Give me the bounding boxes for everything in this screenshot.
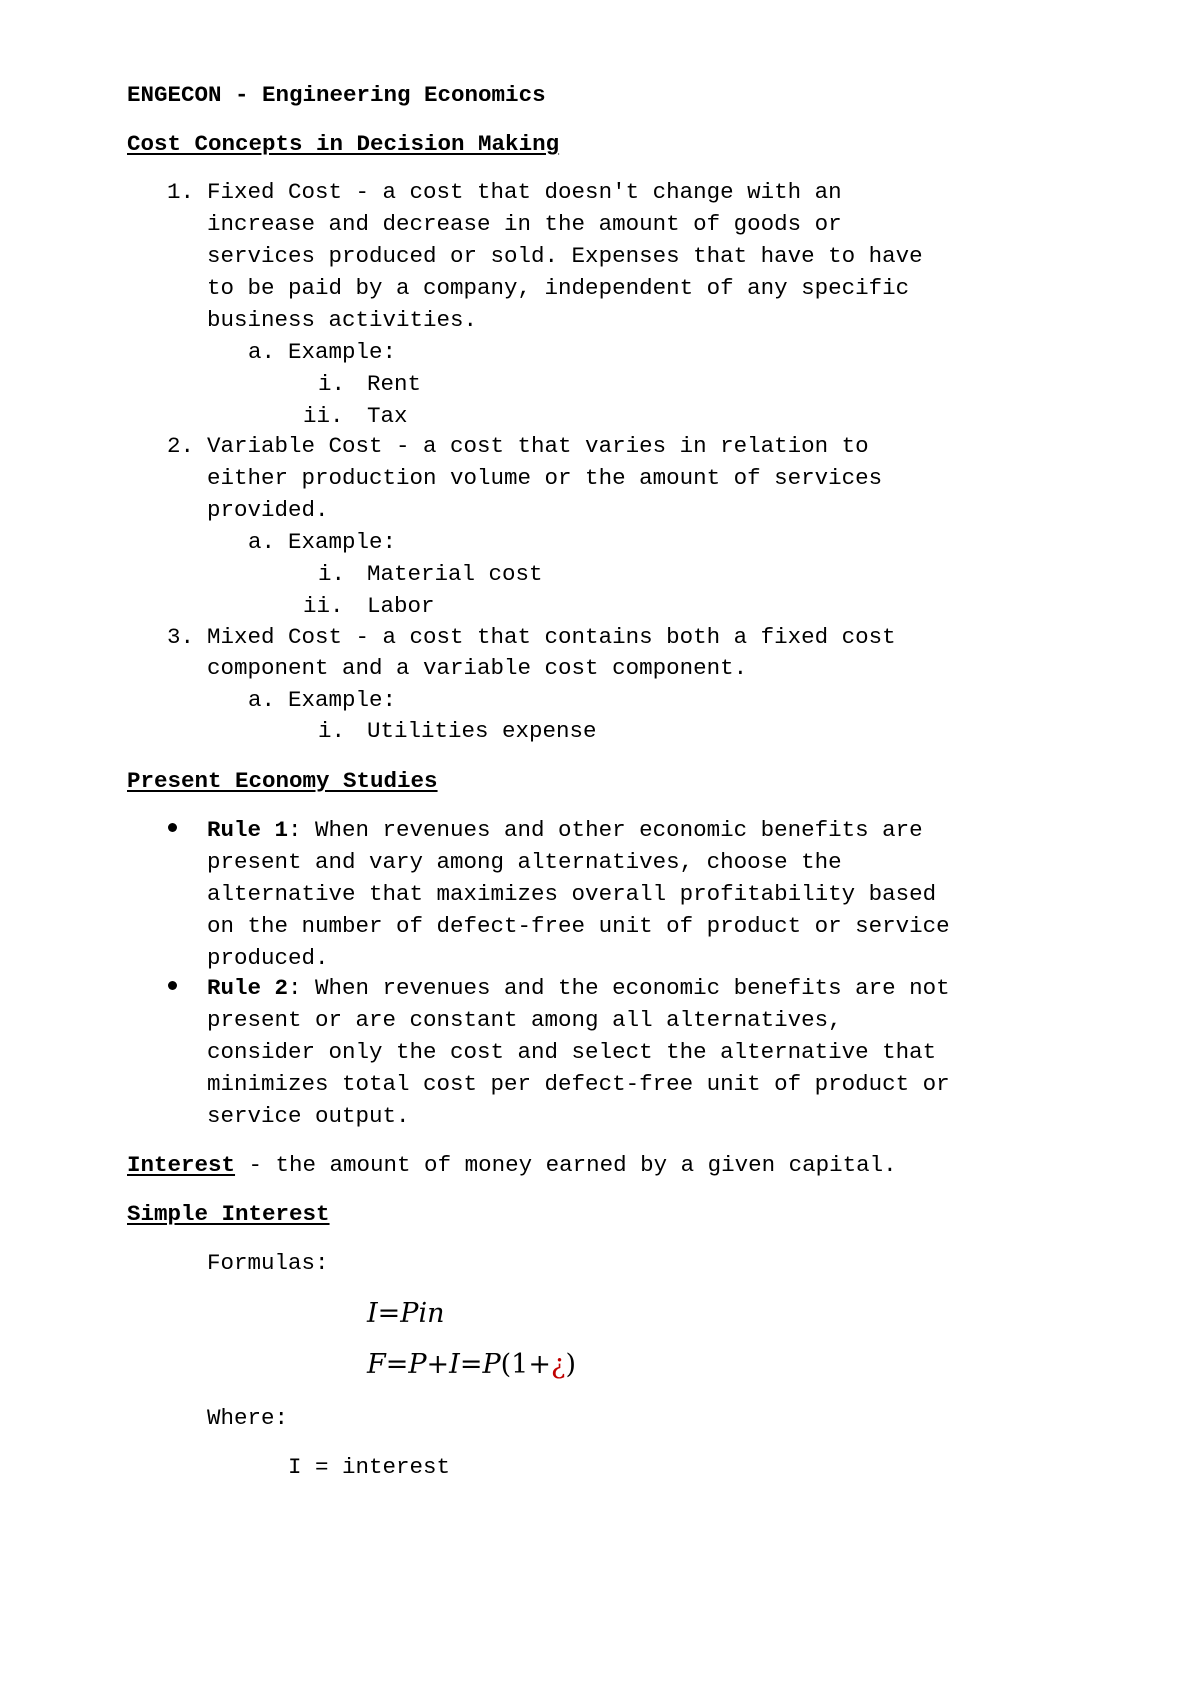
rule-text: : When revenues and the economic benefits are not [288, 975, 950, 1001]
list-item-line: component and a variable cost component. [207, 655, 748, 681]
list-item-line: provided. [207, 497, 329, 523]
formula-symbol: P [408, 1349, 427, 1380]
sub-list-label: a. [248, 339, 276, 365]
sub-list-text: Example: [288, 687, 397, 713]
formula-symbol: I [367, 1298, 378, 1329]
sub-list-text: Example: [288, 529, 397, 555]
formula-number: 1 [511, 1349, 529, 1380]
list-item-line: business activities. [207, 307, 478, 333]
formula-simple-interest [367, 1300, 445, 1327]
formula-operator: = [377, 1298, 401, 1329]
section-heading-present-economy: Present Economy Studies [127, 768, 438, 794]
example-item: Rent [367, 371, 422, 397]
formulas-label: Formulas: [207, 1250, 329, 1276]
sub-list-label: a. [248, 529, 276, 555]
example-item: Tax [367, 403, 408, 429]
list-item-line: either production volume or the amount of services [207, 465, 883, 491]
rule-line: minimizes total cost per defect-free unit of product or [207, 1071, 950, 1097]
list-number: 3. [167, 624, 195, 650]
document-title: ENGECON - Engineering Economics [127, 82, 546, 108]
formula-operator: + [528, 1349, 551, 1380]
formula-paren: ) [565, 1349, 577, 1380]
rule-text: : When revenues and other economic benefits are [288, 817, 923, 843]
example-item: Material cost [367, 561, 543, 587]
rule-label: Rule 1 [207, 817, 289, 843]
formula-operator: + [426, 1349, 450, 1380]
formula-missing-glyph: ¿ [550, 1349, 566, 1380]
list-item-line: increase and decrease in the amount of goods or [207, 211, 842, 237]
roman-numeral: i. [318, 561, 346, 587]
interest-text: - the amount of money earned by a given capital. [235, 1152, 897, 1178]
list-item-line: Mixed Cost - a cost that contains both a fixed cost [207, 624, 896, 650]
rule-line: present or are constant among all alternatives, [207, 1007, 842, 1033]
list-number: 1. [167, 179, 195, 205]
roman-numeral: i. [318, 718, 346, 744]
rule-line: consider only the cost and select the alternative that [207, 1039, 937, 1065]
formula-symbol: Pin [400, 1298, 445, 1329]
formula-operator: = [459, 1349, 483, 1380]
list-item-line: Variable Cost - a cost that varies in relation to [207, 433, 869, 459]
roman-numeral: ii. [303, 593, 344, 619]
rule-line: service output. [207, 1103, 410, 1129]
where-label: Where: [207, 1405, 289, 1431]
interest-definition [127, 1154, 897, 1177]
sub-list-label: a. [248, 687, 276, 713]
rule-line: on the number of defect-free unit of product or service [207, 913, 950, 939]
section-heading-simple-interest: Simple Interest [127, 1201, 330, 1227]
list-item-line: Fixed Cost - a cost that doesn't change with an [207, 179, 842, 205]
sub-list-text: Example: [288, 339, 397, 365]
formula-symbol: P [482, 1349, 501, 1380]
rule-line: present and vary among alternatives, choose the [207, 849, 842, 875]
formula-future-value [367, 1351, 576, 1378]
roman-numeral: i. [318, 371, 346, 397]
formula-symbol: F [367, 1349, 386, 1380]
rule-label: Rule 2 [207, 975, 289, 1001]
variable-definition: I = interest [288, 1454, 451, 1480]
bullet-icon [168, 823, 177, 832]
rule-first-line [207, 977, 950, 1000]
rule-line: produced. [207, 945, 329, 971]
rule-line: alternative that maximizes overall profitability based [207, 881, 937, 907]
formula-operator: = [385, 1349, 409, 1380]
interest-term: Interest [127, 1152, 236, 1178]
rule-first-line [207, 819, 923, 842]
example-item: Labor [367, 593, 435, 619]
list-item-line: services produced or sold. Expenses that have to have [207, 243, 923, 269]
roman-numeral: ii. [303, 403, 344, 429]
list-item-line: to be paid by a company, independent of any specific [207, 275, 910, 301]
bullet-icon [168, 981, 177, 990]
formula-symbol: I [449, 1349, 460, 1380]
section-heading-cost-concepts: Cost Concepts in Decision Making [127, 131, 560, 157]
list-number: 2. [167, 433, 195, 459]
example-item: Utilities expense [367, 718, 597, 744]
formula-paren: ( [500, 1349, 512, 1380]
